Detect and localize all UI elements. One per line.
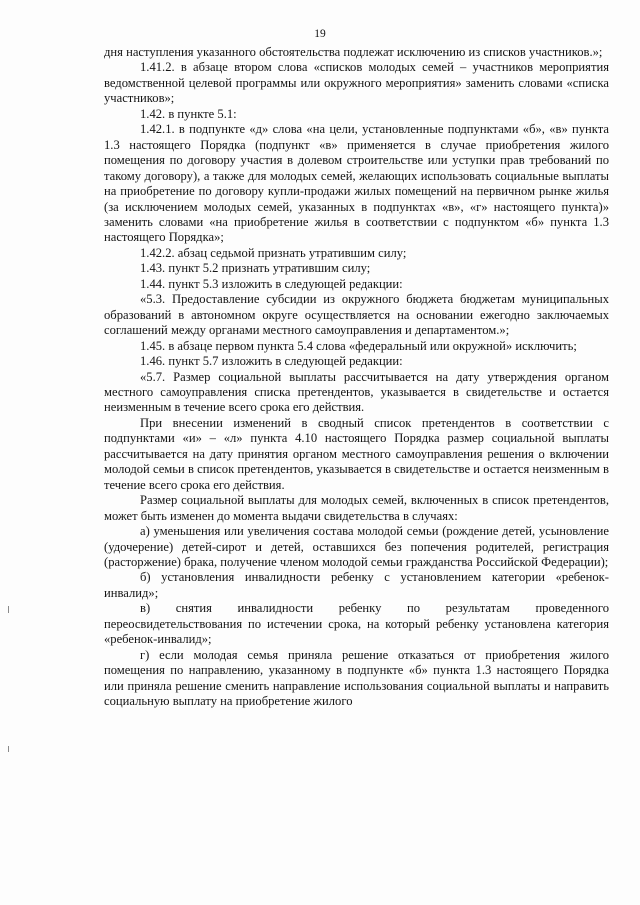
scan-margin-mark xyxy=(8,746,9,752)
paragraph: 1.44. пункт 5.3 изложить в следующей редакции: xyxy=(140,276,403,291)
paragraph: б) установления инвалидности ребенку с установлением категории «ребенок-инвалид»; xyxy=(104,570,609,600)
document-body xyxy=(104,45,609,709)
paragraph: 1.46. пункт 5.7 изложить в следующей редакции: xyxy=(140,354,403,369)
page-number: 19 xyxy=(314,28,326,40)
paragraph: 1.41.2. в абзаце втором слова «списков молодых семей – участников мероприятия ведомственной целевой программы или окружного мероприятия» заменить словами «списка участников»; xyxy=(104,60,609,106)
paragraph: а) уменьшения или увеличения состава молодой семьи (рождение детей, усыновление (удочерение) детей-сирот и детей, оставшихся без попечения родителей, регистрация (расторжение) брака, получение членом молодой семьи гражданства Российской Федерации); xyxy=(104,524,609,569)
paragraph: 1.43. пункт 5.2 признать утратившим силу; xyxy=(140,261,371,276)
paragraph: 1.42.2. абзац седьмой признать утратившим силу; xyxy=(140,245,407,260)
paragraph: 1.42.1. в подпункте «д» слова «на цели, установленные подпунктами «б», «в» пункта 1.3 настоящего Порядка (подпункт «в» применяется в случае приобретения жилого помещения по договору участия в долевом строительстве или уступки прав требований по такому договору), а также для молодых семей, желающих использовать социальные выплаты на приобретение по договору купли-продажи жилых помещений на первичном рынке жилья (за исключением молодых семей, указанных в подпунктах «в», «г» настоящего пункта)» заменить словами «на приобретение жилья в соответствии с подпунктом «б» пункта 1.3 настоящего Порядка»; xyxy=(104,122,609,245)
paragraph: 1.45. в абзаце первом пункта 5.4 слова «федеральный или окружной» исключить; xyxy=(140,338,577,353)
paragraph: При внесении изменений в сводный список претендентов в соответствии с подпунктами «и» – «л» пункта 4.10 настоящего Порядка размер социальной выплаты рассчитывается на дату принятия органом местного самоуправления решения о включении молодой семьи в список претендентов, указывается в свидетельстве и остается неизменным в течение всего срока его действия. xyxy=(104,415,609,492)
paragraph: в) снятия инвалидности ребенку по результатам проведенного переосвидетельствования по истечении срока, на который ребенку установлена категория «ребенок-инвалид»; xyxy=(104,601,609,647)
paragraph: Размер социальной выплаты для молодых семей, включенных в список претендентов, может быть изменен до момента выдачи свидетельства в случаях: xyxy=(104,493,609,523)
paragraph: 1.42. в пункте 5.1: xyxy=(140,106,237,121)
scan-margin-mark xyxy=(8,606,9,613)
paragraph: дня наступления указанного обстоятельства подлежат исключению из списков участников.»; xyxy=(104,45,603,59)
paragraph: «5.7. Размер социальной выплаты рассчитывается на дату утверждения органом местного самоуправления списка претендентов, указывается в свидетельстве и остается неизменным в течение всего срока его действия. xyxy=(104,369,609,415)
paragraph: г) если молодая семья приняла решение отказаться от приобретения жилого помещения по направлению, указанному в подпункте «б» пункта 1.3 настоящего Порядка или приняла решение сменить направление использования социальной выплаты и направить социальную выплату на приобретение жилого xyxy=(104,647,609,709)
paragraph: «5.3. Предоставление субсидии из окружного бюджета бюджетам муниципальных образований в автономном округе осуществляется на основании ежегодно заключаемых соглашений между органами местного самоуправления и департаментом.»; xyxy=(104,292,609,338)
